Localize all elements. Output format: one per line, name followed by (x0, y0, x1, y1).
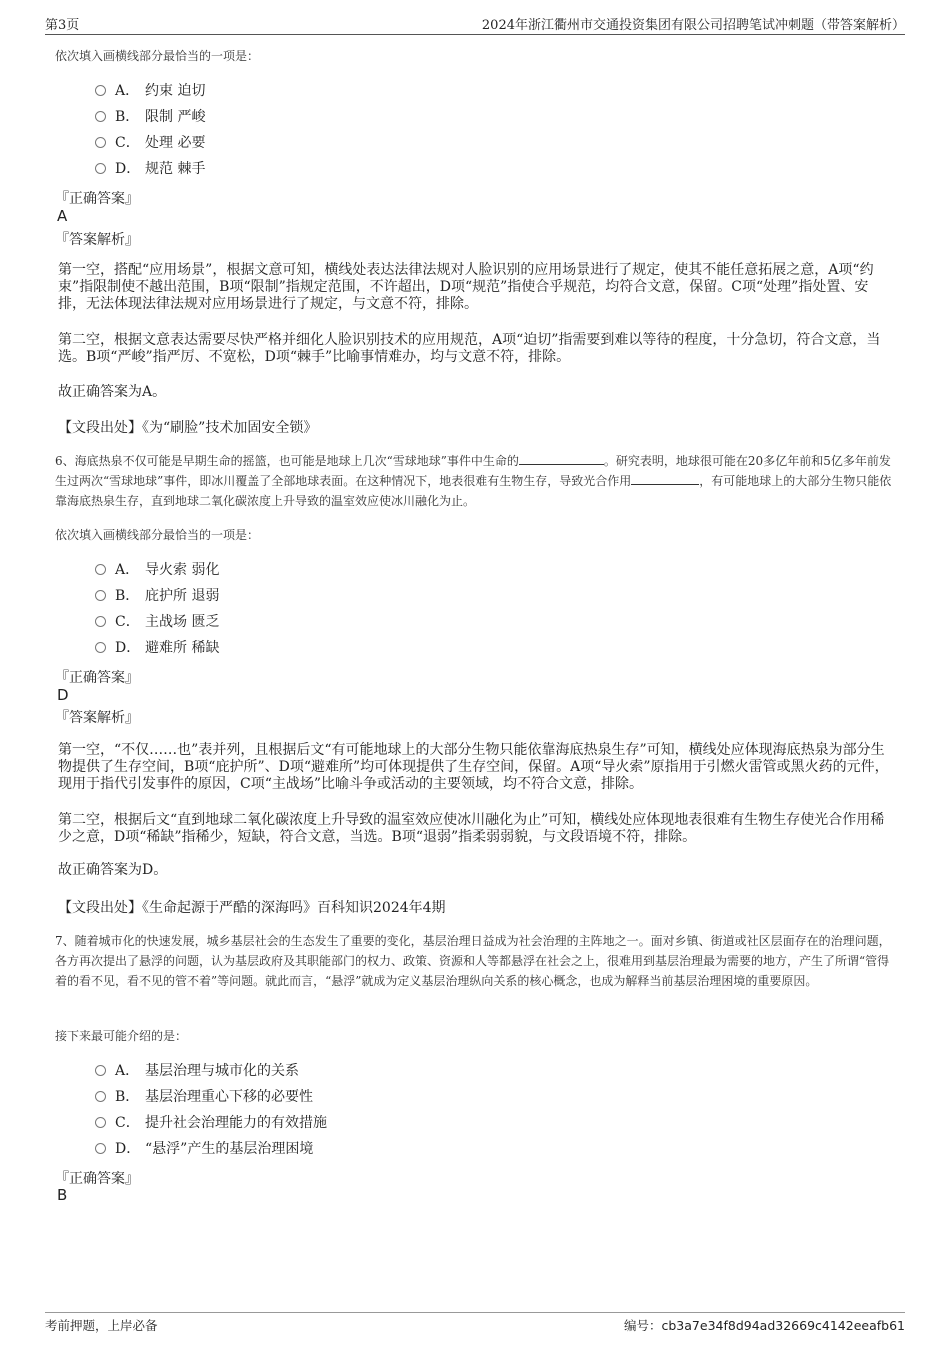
radio-icon[interactable] (95, 163, 106, 174)
radio-icon[interactable] (95, 590, 106, 601)
q6-option-c[interactable]: C． 主战场 匮乏 (95, 612, 219, 632)
blank-line (519, 452, 604, 465)
q7-option-b[interactable]: B． 基层治理重心下移的必要性 (95, 1087, 313, 1107)
q6-answer: D (57, 686, 69, 704)
q7-stem: 7、随着城市化的快速发展，城乡基层社会的生态发生了重要的变化，基层治理日益成为社会治理的主阵地之一。面对乡镇、街道或社区层面存在的治理问题，各方再次提出了悬浮的问题，认为基层政府及其职能部门的权力、政策、资源和人等都悬浮在社会之上，很难用到基层治理最为需要的地方，产生了所谓“管得着的看不见，看不见的管不着”等问题。就此而言，“悬浮”就成为定义基层治理纵向关系的核心概念，也成为解释当前基层治理困境的重要原因。 (55, 934, 891, 988)
q6-option-d[interactable]: D． 避难所 稀缺 (95, 638, 219, 658)
q5-option-d[interactable]: D． 规范 棘手 (95, 159, 205, 179)
q5-option-b[interactable]: B． 限制 严峻 (95, 107, 205, 127)
radio-icon[interactable] (95, 137, 106, 148)
q5-analysis-3: 故正确答案为A。 (58, 384, 167, 400)
q5-prompt: 依次填入画横线部分最恰当的一项是： (55, 49, 260, 63)
q6-prompt: 依次填入画横线部分最恰当的一项是： (55, 528, 260, 542)
q6-analysis-label: 『答案解析』 (55, 710, 139, 726)
radio-icon[interactable] (95, 616, 106, 627)
q7-prompt: 接下来最可能介绍的是： (55, 1029, 188, 1043)
q6-option-a[interactable]: A． 导火索 弱化 (95, 560, 219, 580)
q6-source: 【文段出处】《生命起源于严酷的深海吗》百科知识2024年4期 (58, 900, 446, 916)
blank-line (631, 472, 699, 485)
radio-icon[interactable] (95, 1143, 106, 1154)
document-title: 2024年浙江衢州市交通投资集团有限公司招聘笔试冲刺题（带答案解析） (481, 18, 905, 33)
q6-stem: 6、海底热泉不仅可能是早期生命的摇篮，也可能是地球上几次“雪球地球”事件中生命的 。研究表明，地球很可能在20多亿年前和5亿多年前发生过两次“雪球地球”事件，即冰川覆盖了全部地球表面。在这种情况下，地表很难有生物生存，导致光合作用 ，有可能地球上的大部分生物只能依靠海底热泉生存，直到地球二氧化碳浓度上升导致的温室效应使冰川融化为止。 (55, 454, 892, 508)
q6-answer-label: 『正确答案』 (55, 670, 139, 686)
q5-option-c[interactable]: C． 处理 必要 (95, 133, 205, 153)
q6-analysis-1: 第一空，“不仅……也”表并列，且根据后文“有可能地球上的大部分生物只能依靠海底热泉生存”可知，横线处应体现海底热泉为部分生物提供了生存空间，B项“庇护所”、D项“避难所”均可体现提供了生存空间，保留。A项“导火索”原指用于引燃火雷管或黑火药的元件，现用于指代引发事件的原因，C项“主战场”比喻斗争或活动的主要领域，均不符合文意，排除。 (58, 742, 889, 792)
footer-id: 编号：cb3a7e34f8d94ad32669c4142eeafb61 (623, 1318, 905, 1333)
radio-icon[interactable] (95, 1117, 106, 1128)
radio-icon[interactable] (95, 85, 106, 96)
q6-analysis-3: 故正确答案为D。 (58, 862, 168, 878)
page-footer (45, 1312, 905, 1333)
page-number: 第3页 (45, 18, 80, 33)
q7-option-c[interactable]: C． 提升社会治理能力的有效措施 (95, 1113, 327, 1133)
radio-icon[interactable] (95, 111, 106, 122)
q5-source: 【文段出处】《为“刷脸”技术加固安全锁》 (58, 420, 318, 436)
q5-option-a[interactable]: A． 约束 迫切 (95, 81, 205, 101)
radio-icon[interactable] (95, 564, 106, 575)
q7-option-d[interactable]: D． “悬浮”产生的基层治理困境 (95, 1139, 313, 1159)
q7-option-a[interactable]: A． 基层治理与城市化的关系 (95, 1061, 299, 1081)
q7-answer: B (57, 1186, 68, 1204)
footer-slogan: 考前押题，上岸必备 (45, 1318, 158, 1333)
page-header (45, 14, 905, 35)
q5-answer: A (57, 207, 68, 225)
q6-analysis-2: 第二空，根据后文“直到地球二氧化碳浓度上升导致的温室效应使冰川融化为止”可知，横线处应体现地表很难有生物生存使光合作用稀少之意，D项“稀缺”指稀少，短缺，符合文意，当选。B项“退弱”指柔弱弱貌，与文段语境不符，排除。 (58, 812, 885, 845)
q5-analysis-2: 第二空，根据文意表达需要尽快严格并细化人脸识别技术的应用规范，A项“迫切”指需要到难以等待的程度，十分急切，符合文意，当选。B项“严峻”指严厉、不宽松，D项“棘手”比喻事情难办，均与文意不符，排除。 (58, 332, 881, 365)
radio-icon[interactable] (95, 642, 106, 653)
q5-analysis-label: 『答案解析』 (55, 232, 139, 248)
q5-answer-label: 『正确答案』 (55, 191, 139, 207)
radio-icon[interactable] (95, 1065, 106, 1076)
q6-option-b[interactable]: B． 庇护所 退弱 (95, 586, 219, 606)
radio-icon[interactable] (95, 1091, 106, 1102)
q7-answer-label: 『正确答案』 (55, 1171, 139, 1187)
q5-analysis-1: 第一空，搭配“应用场景”，根据文意可知，横线处表达法律法规对人脸识别的应用场景进行了规定，使其不能任意拓展之意，A项“约束”指限制使不越出范围，B项“限制”指规定范围，不许超出，D项“规范”指使合乎规范，均符合文意，保留。C项“处理”指处置、安排，无法体现法律法规对应用场景进行了规定，与文意不符，排除。 (58, 262, 874, 312)
